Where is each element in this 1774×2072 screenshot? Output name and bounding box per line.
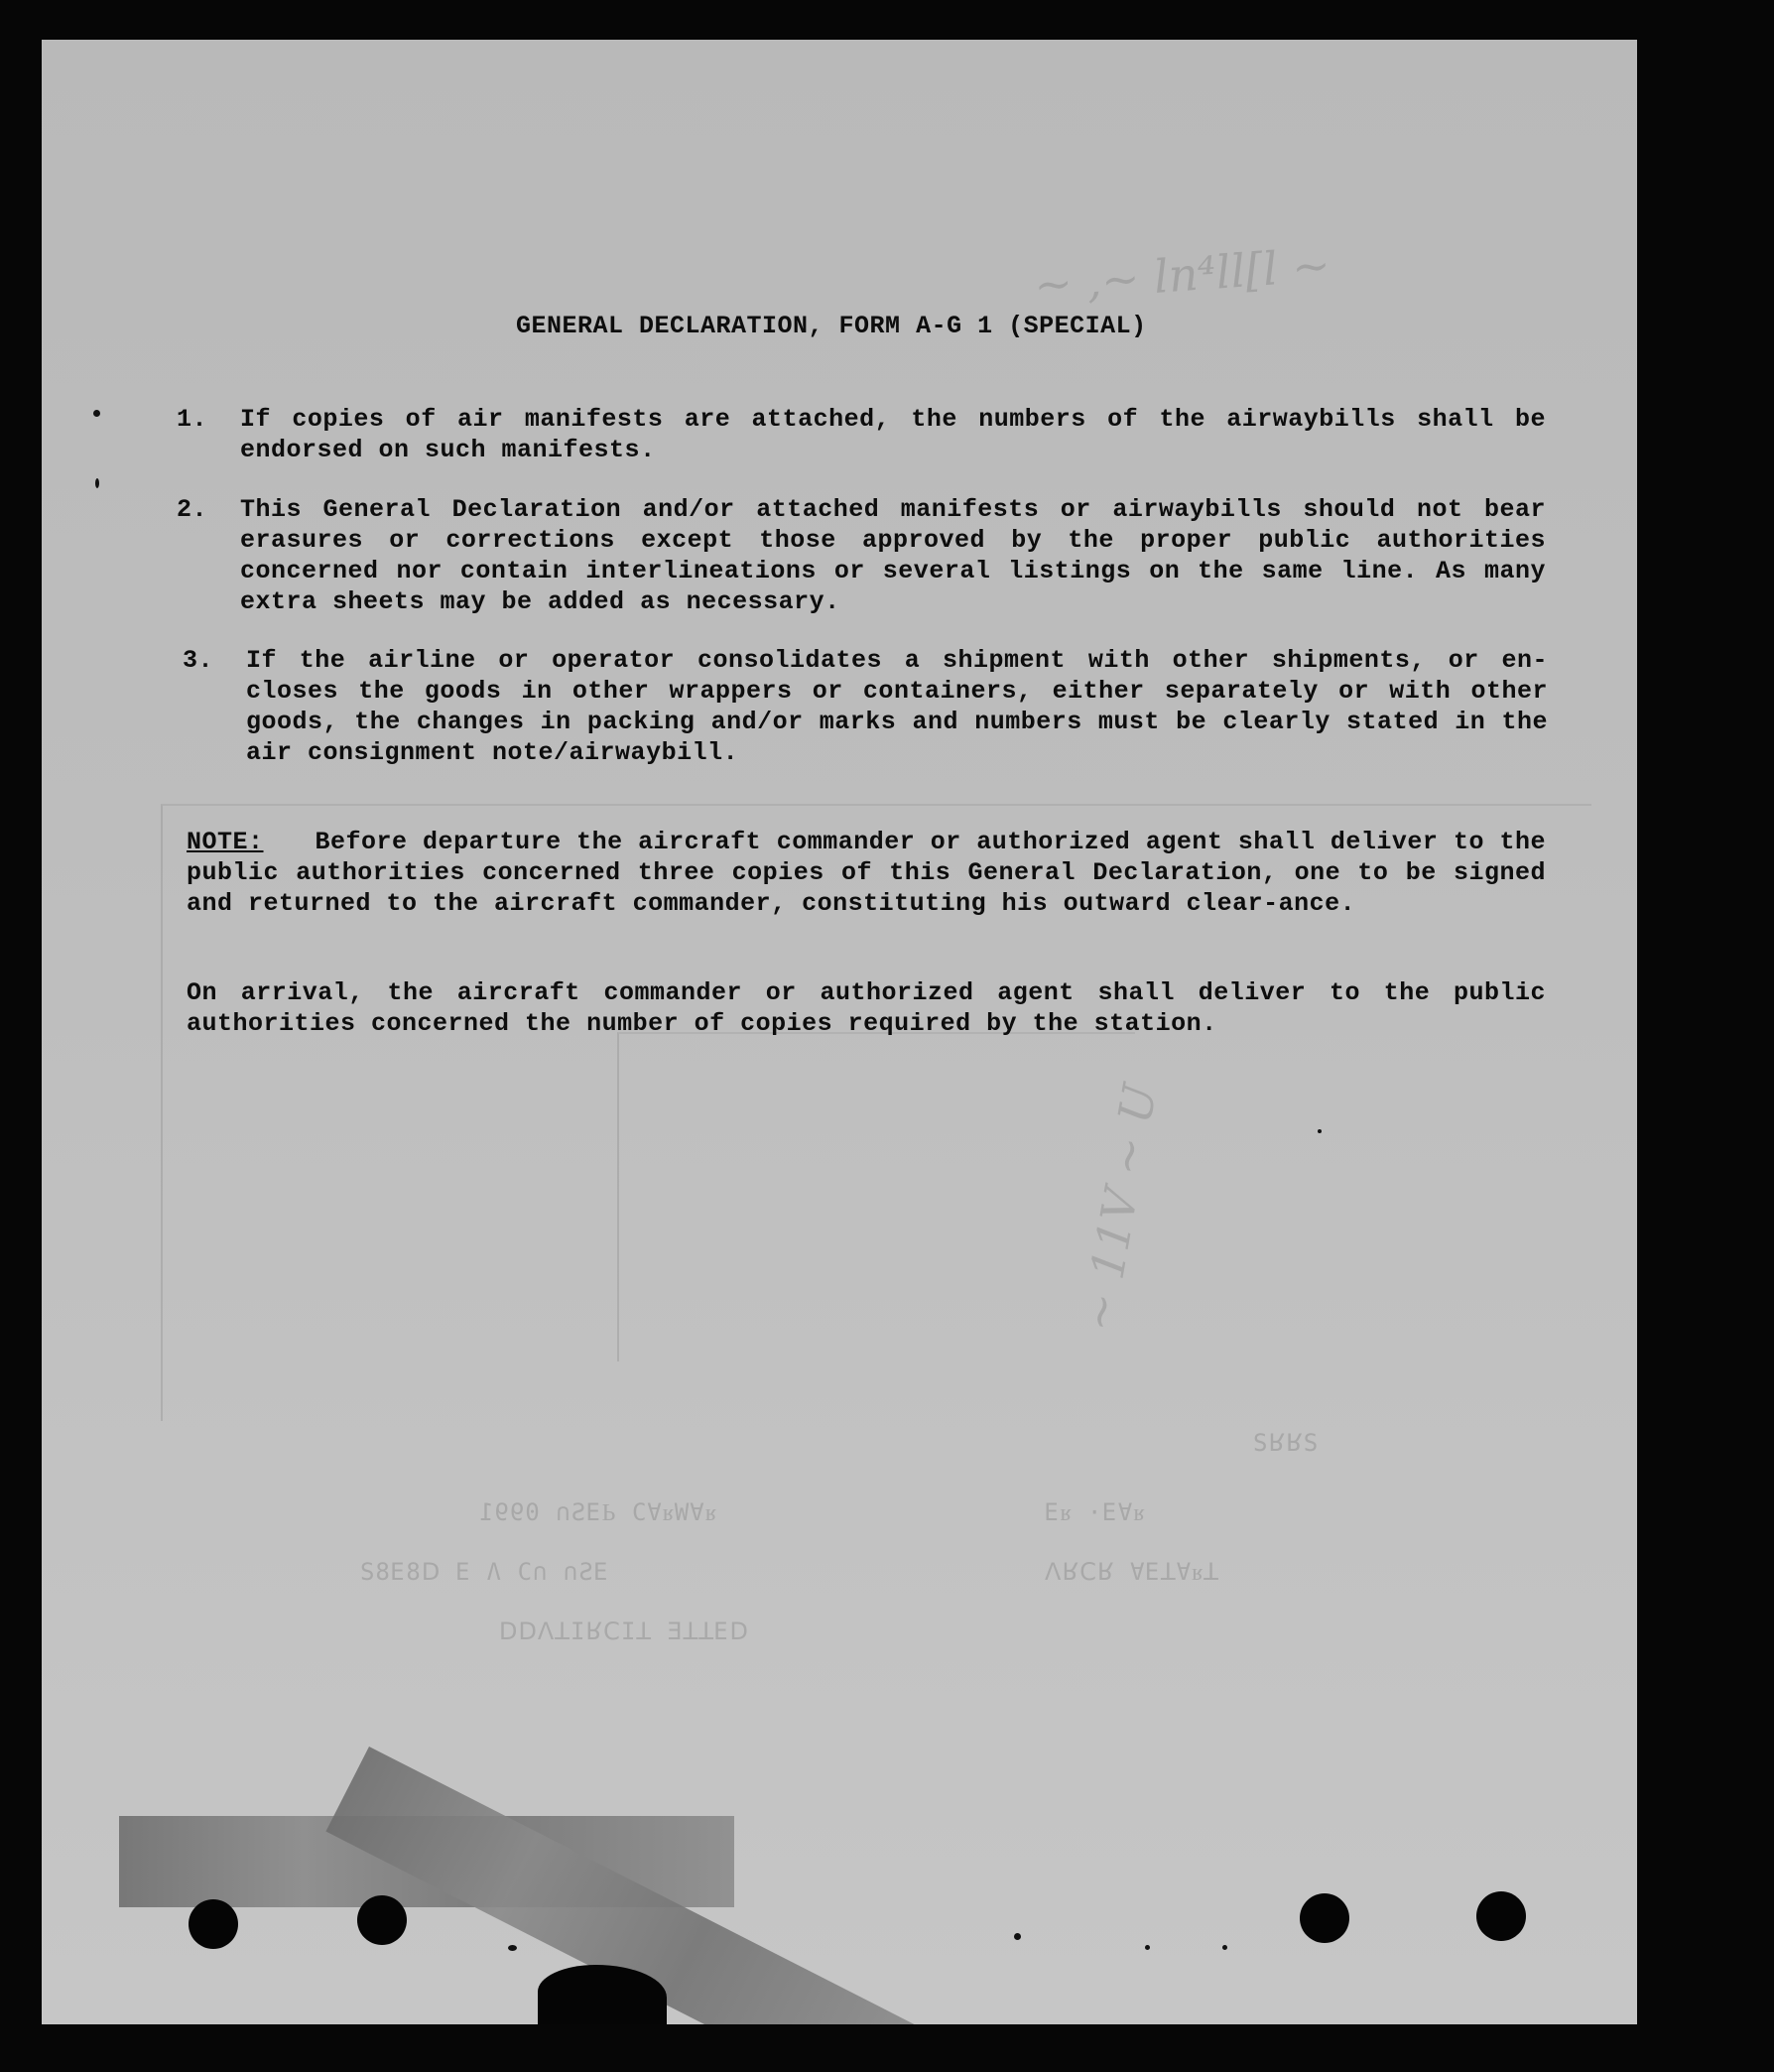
punch-hole (189, 1899, 238, 1949)
show-through-text: ᴚ∀Ǝ· ᴚƎ (1044, 1498, 1145, 1526)
speck (1318, 1129, 1322, 1133)
item-text: If copies of air manifests are attached, the numbers of the airwaybills shall be endorsed on such manifests. (240, 405, 1546, 464)
form-title: GENERAL DECLARATION, FORM A-G 1 (SPECIAL) (516, 312, 1147, 340)
item-text: This General Declaration and/or attached manifests or airwaybills should not bear erasures or corrections except those approved by the proper public authorities concerned nor contain interlineations or several listings on the same line. As many extra sheets may be added as necessary. (240, 495, 1546, 616)
show-through-text: ꓷƎꓕꓕꓰ ꓕIꓛꓤIꓕꓥꓷꓷ (498, 1618, 748, 1645)
margin-mark (93, 410, 100, 417)
instruction-item-2 (177, 494, 1546, 617)
speck (1014, 1933, 1021, 1940)
margin-mark (95, 478, 99, 488)
show-through-text: ƧꓤꓤƧ (1252, 1429, 1319, 1457)
show-through-text: ᴚ∀Wᴚ∀Ɔ ԀƎS∩ 0991 (478, 1498, 716, 1526)
show-through-box (617, 1032, 1135, 1361)
speck (1222, 1945, 1227, 1950)
note-label: NOTE: (187, 828, 264, 856)
instruction-item-3 (183, 645, 1548, 768)
punch-hole (1476, 1891, 1526, 1941)
arrival-paragraph (187, 977, 1546, 1039)
punch-hole (357, 1895, 407, 1945)
show-through-text: ƎS∩ ∩Ɔ Ʌ Ǝ ꓷ8Ǝ8Ƨ (359, 1558, 609, 1586)
item-number: 2. (177, 495, 208, 524)
speck (1145, 1945, 1150, 1950)
faint-handwriting: ~ 11V ~ U (1071, 1080, 1168, 1336)
document-page (42, 40, 1637, 2024)
note-text: Before departure the aircraft commander or authorized agent shall deliver to the public authorities concerned three copies of this General Declaration, one to be signed and returned to the aircraft commander, constituting his outward clear-ance. (187, 828, 1546, 918)
instruction-item-1 (177, 404, 1546, 465)
show-through-text: ꓕᴚ∀ꓕƎ∀ ꓤꓛꓤꓥ (1044, 1558, 1218, 1586)
item-text: If the airline or operator consolidates a shipment with other shipments, or en-closes the goods in other wrappers or containers, either separately or with other goods, the changes in packing and/or marks and numbers must be clearly stated in the air consignment note/airwaybill. (246, 646, 1548, 767)
punch-hole (1300, 1893, 1349, 1943)
arrival-text: On arrival, the aircraft commander or authorized agent shall deliver to the public authorities concerned the number of copies required by the station. (187, 978, 1546, 1038)
note-paragraph (187, 827, 1546, 919)
item-number: 1. (177, 405, 208, 434)
item-number: 3. (183, 646, 214, 675)
faint-handwriting: ~ ,~ ln⁴ll[l ~ (1032, 237, 1332, 313)
speck (508, 1945, 517, 1951)
